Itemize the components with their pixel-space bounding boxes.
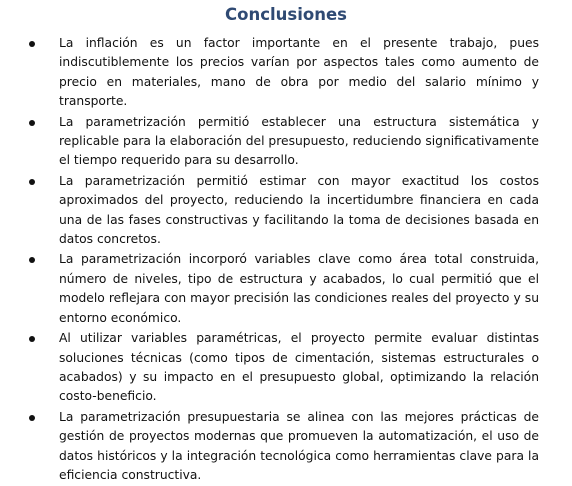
list-item-text: La parametrización incorporó variables clave como área total construida, número de niveles, tipo de estructura y acabados, lo cual permitió que el modelo reflejara con mayor precisión las condiciones reales del proyecto y su entorno económico. — [59, 252, 539, 325]
bullet-icon — [29, 257, 35, 263]
list-item-text: La inflación es un factor importante en el presente trabajo, pues indiscutiblemente los precios varían por aspectos tales como aumento de precio en materiales, mano de obra por medio del salario mínimo y transporte. — [59, 36, 539, 109]
list-item — [0, 408, 539, 486]
bullet-icon — [29, 41, 35, 47]
list-item — [0, 113, 539, 171]
list-item-text: La parametrización permitió estimar con mayor exactitud los costos aproximados del proyecto, reduciendo la incertidumbre financiera en cada una de las fases constructivas y facilitando la toma de decisiones basada en datos concretos. — [59, 173, 539, 247]
bullet-icon — [29, 179, 35, 185]
list-item — [0, 250, 539, 328]
list-item — [0, 34, 539, 112]
bullet-icon — [29, 336, 35, 342]
list-item-text: La parametrización presupuestaria se alinea con las mejores prácticas de gestión de proyectos modernas que promueven la automatización, el uso de datos históricos y la integración tecnológica como herramientas clave para la eficiencia constructiva. — [59, 409, 539, 482]
conclusions-list — [0, 34, 539, 486]
list-item — [0, 172, 539, 250]
list-item-text: La parametrización permitió establecer una estructura sistemática y replicable para la elaboración del presupuesto, reduciendo significativamente el tiempo requerido para su desarrollo. — [59, 114, 539, 168]
bullet-icon — [29, 415, 35, 421]
list-item-text: Al utilizar variables paramétricas, el proyecto permite evaluar distintas soluciones técnicas (como tipos de cimentación, sistemas estructurales o acabados) y su impacto en el presupuesto global, optimizando la relación costo-beneficio. — [59, 331, 539, 404]
bullet-icon — [29, 120, 35, 126]
list-item — [0, 329, 539, 407]
conclusions-title: Conclusiones — [225, 5, 347, 24]
